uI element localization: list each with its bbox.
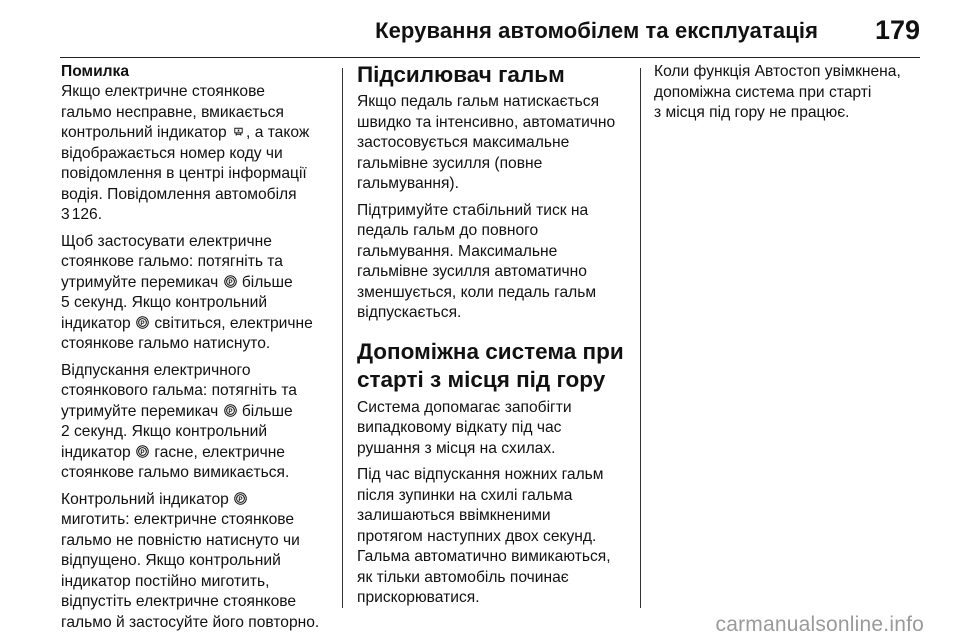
text-line: застосовується максимальне	[357, 134, 570, 151]
text-line: миготить: електричне стоянкове	[61, 511, 295, 528]
text-line: залишаються ввімкненими	[357, 507, 551, 524]
text-line: гальмівне зусилля автоматично	[357, 263, 587, 280]
text-line: з місця під гору не працює.	[654, 104, 850, 121]
paragraph-indicator-flashing	[61, 490, 333, 634]
text-line: прискорюватися.	[357, 589, 480, 606]
text-line: стоянкове гальмо: потягніть та	[61, 253, 283, 270]
parking-brake-icon	[136, 445, 149, 458]
paragraph-autostop-note	[654, 62, 924, 124]
paragraph-brake-assist-1	[357, 92, 633, 195]
paragraph-error-info	[61, 82, 333, 226]
column-divider	[342, 68, 343, 608]
text-line: 2 секунд. Якщо контрольний	[61, 423, 268, 440]
text-line: після зупинки на схилі гальма	[357, 486, 573, 504]
paragraph-hill-start-1	[357, 398, 633, 460]
text-line: педаль гальм до повного	[357, 222, 539, 239]
parking-brake-icon	[234, 492, 247, 505]
text-line: утримуйте перемикач більше	[61, 273, 293, 291]
page-header	[0, 14, 960, 52]
text-line: швидко та інтенсивно, автоматично	[357, 113, 616, 131]
text-line: відпустіть електричне стоянкове	[61, 593, 297, 610]
text-line: Відпускання електричного	[61, 361, 251, 379]
text-line: допоміжна система при старті	[654, 83, 872, 101]
parking-brake-icon	[224, 275, 237, 288]
text-line: Якщо педаль гальм натискається	[357, 93, 600, 110]
text-line: відображається номер коду чи	[61, 144, 283, 162]
text-line: гальмування).	[357, 175, 459, 192]
text-line: Підтримуйте стабільний тиск на	[357, 201, 589, 219]
text-line: гальмівне зусилля (повне	[357, 154, 543, 172]
text-line: Якщо електричне стоянкове	[61, 83, 265, 100]
text-line: індикатор гасне, електричне	[61, 443, 285, 461]
text-line: стоянкове гальмо вимикається.	[61, 464, 290, 481]
parking-brake-icon	[136, 316, 149, 329]
heading-hill-start-assist	[357, 338, 633, 394]
text-line: гальмо не повністю натиснуто чи	[61, 531, 300, 549]
text-line: гальмо й застосуйте його повторно.	[61, 613, 320, 631]
heading-line: старті з місця під гору	[357, 366, 606, 392]
column-divider	[640, 68, 641, 608]
heading-brake-assist: Підсилювач гальм	[357, 62, 565, 87]
subheading-error: Помилка	[61, 63, 130, 80]
text-line: індикатор постійно миготить,	[61, 572, 270, 590]
text-line: Контрольний індикатор	[61, 490, 333, 511]
text-line: індикатор світиться, електричне	[61, 314, 313, 332]
text-line: повідомлення в центрі інформації	[61, 165, 307, 182]
reference-page: 126.	[71, 206, 103, 223]
text-line: відпущено. Якщо контрольний	[61, 552, 281, 569]
paragraph-release-brake	[61, 361, 333, 484]
heading-line: Допоміжна система при	[357, 338, 624, 364]
section-title: Керування автомобілем та експлуатація	[375, 18, 818, 43]
page-reference[interactable]	[61, 205, 333, 226]
text-line: зменшується, коли педаль гальм	[357, 283, 597, 301]
text-line: утримуйте перемикач більше	[61, 402, 293, 420]
text-line: контрольний індикатор , а також	[61, 124, 310, 141]
text-line: гальмування. Максимальне	[357, 242, 558, 260]
text-line: випадковому відкату під час	[357, 419, 562, 436]
text-line: відпускається.	[357, 304, 462, 321]
text-line: Гальма автоматично вимикаються,	[357, 548, 611, 565]
text-line: стоянкового гальма: потягніть та	[61, 382, 297, 399]
parking-brake-icon	[224, 404, 237, 417]
text-line: 5 секунд. Якщо контрольний	[61, 294, 268, 311]
paragraph-apply-brake	[61, 232, 333, 355]
paragraph-brake-assist-2	[357, 201, 633, 324]
reference-arrow-icon: 3	[61, 206, 70, 223]
page-number: 179	[874, 15, 920, 45]
text-line: як тільки автомобіль починає	[357, 568, 569, 586]
text-line: гальмо несправне, вмикається	[61, 103, 284, 121]
text-line: стоянкове гальмо натиснуто.	[61, 335, 271, 352]
text-line: водія. Повідомлення автомобіля	[61, 185, 297, 203]
text-line: рушання з місця на схилах.	[357, 439, 556, 457]
service-warning-icon	[232, 125, 245, 138]
text-line: Коли функція Автостоп увімкнена,	[654, 63, 901, 80]
header-divider	[60, 57, 920, 58]
column-middle	[357, 62, 633, 615]
watermark: carmanualsonline.info	[715, 613, 924, 636]
text-line: Система допомагає запобігти	[357, 398, 572, 416]
column-left	[61, 62, 333, 639]
text-line: протягом наступних двох секунд.	[357, 527, 597, 545]
text-line: Щоб застосувати електричне	[61, 232, 272, 250]
text-line: Під час відпускання ножних гальм	[357, 466, 604, 483]
paragraph-hill-start-2	[357, 465, 633, 609]
column-right	[654, 62, 924, 130]
